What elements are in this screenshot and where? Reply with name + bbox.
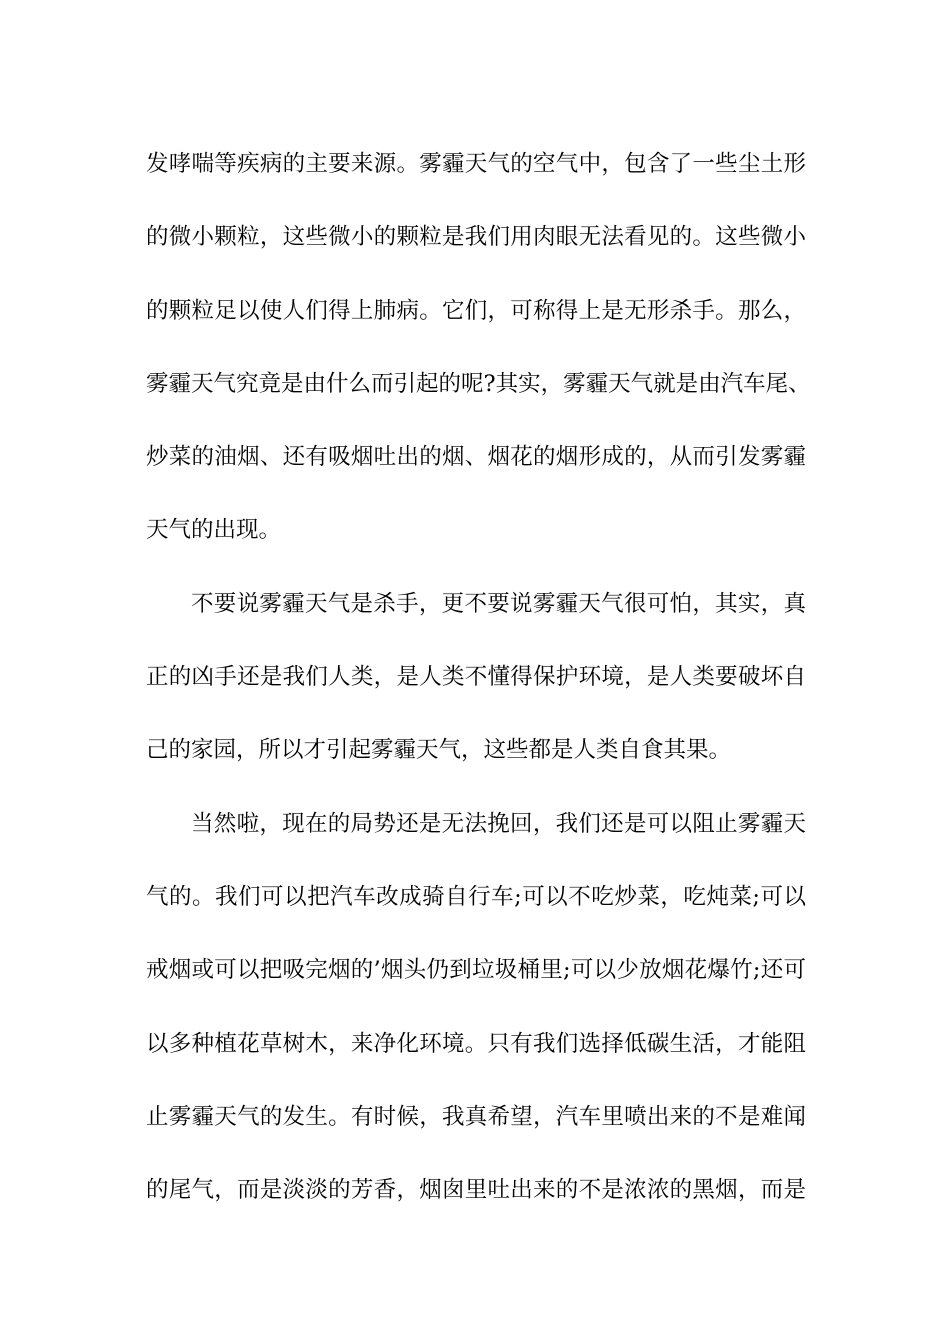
- text-line: 的颗粒足以使人们得上肺病。它们，可称得上是无形杀手。那么，: [146, 297, 806, 324]
- body-text: [146, 128, 811, 1227]
- text-line: 正的凶手还是我们人类，是人类不懂得保护环境，是人类要破坏自: [146, 664, 806, 691]
- text-line: 以多种植花草树木，来净化环境。只有我们选择低碳生活，才能阻: [146, 1030, 806, 1057]
- paragraph-1: [146, 128, 811, 568]
- text-line: 当然啦，现在的局势还是无法挽回，我们还是可以阻止雾霾天: [191, 810, 806, 837]
- paragraph-3: [146, 788, 806, 1228]
- text-line: 发哮喘等疾病的主要来源。雾霾天气的空气中，包含了一些尘土形: [146, 151, 806, 177]
- text-line: 气的。我们可以把汽车改成骑自行车;可以不吃炒菜，吃炖菜;可以: [146, 883, 806, 910]
- text-line: 不要说雾霾天气是杀手，更不要说雾霾天气很可怕，其实，真: [191, 590, 806, 617]
- text-line: 的尾气，而是淡淡的芳香，烟囱里吐出来的不是浓浓的黑烟，而是: [146, 1177, 806, 1204]
- text-line: 雾霾天气究竟是由什么而引起的呢?其实，雾霾天气就是由汽车尾、: [146, 370, 811, 397]
- text-line: 的微小颗粒，这些微小的颗粒是我们用肉眼无法看见的。这些微小: [146, 224, 806, 251]
- text-line: 己的家园，所以才引起雾霾天气，这些都是人类自食其果。: [146, 737, 732, 764]
- text-line: 炒菜的油烟、还有吸烟吐出的烟、烟花的烟形成的，从而引发雾霾: [146, 444, 806, 471]
- text-line: 天气的出现。: [146, 517, 282, 544]
- paragraph-2: [146, 568, 806, 788]
- text-line: 戒烟或可以把吸完烟的’烟头仍到垃圾桶里;可以少放烟花爆竹;还可: [146, 957, 806, 984]
- text-line: 止雾霾天气的发生。有时候，我真希望，汽车里喷出来的不是难闻: [146, 1103, 806, 1130]
